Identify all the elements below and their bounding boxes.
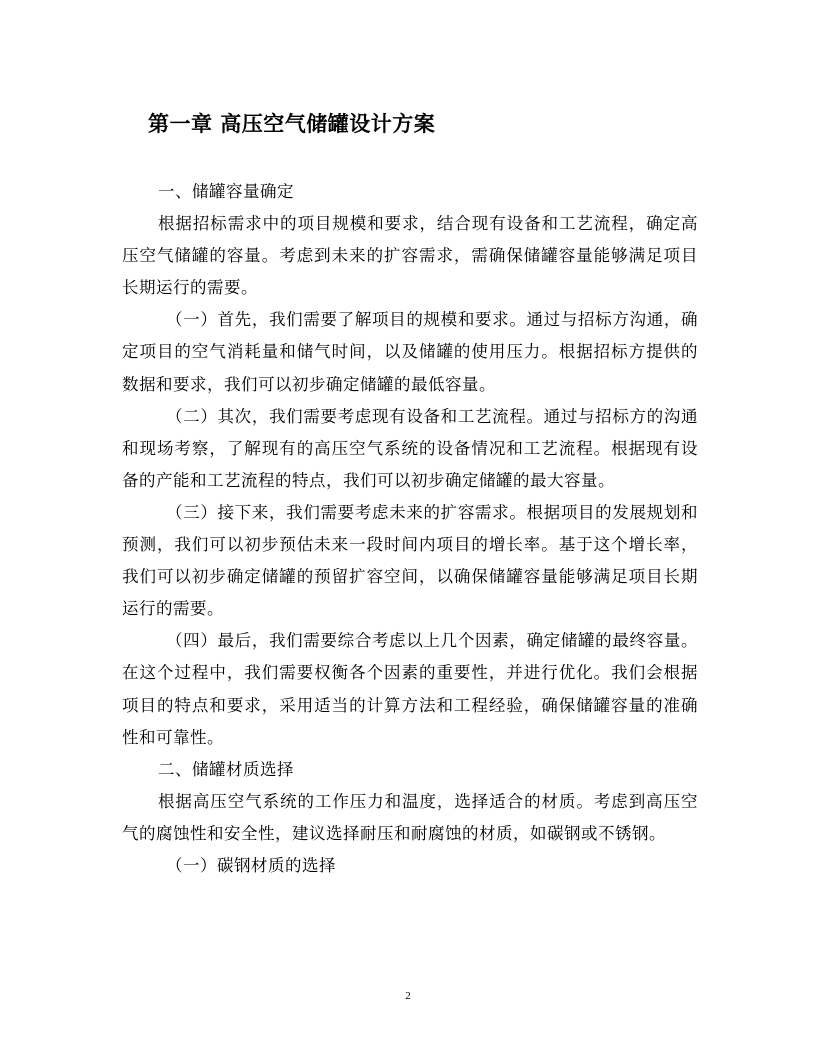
section-heading-material: 二、储罐材质选择 (158, 759, 294, 779)
page-number: 2 (405, 990, 411, 1002)
chapter-title: 第一章 高压空气储罐设计方案 (148, 112, 436, 136)
document-body (122, 176, 698, 882)
paragraph-capacity-step-2: （二）其次，我们需要考虑现有设备和工艺流程。通过与招标方的沟通和现场考察，了解现有的高压空气系统的设备情况和工艺流程。根据现有设备的产能和工艺流程的特点，我们可以初步确定储罐的最大容量。 (122, 406, 698, 490)
subsection-heading-carbon-steel: （一）碳钢材质的选择 (166, 855, 336, 875)
paragraph-capacity-step-1: （一）首先，我们需要了解项目的规模和要求。通过与招标方沟通，确定项目的空气消耗量和储气时间，以及储罐的使用压力。根据招标方提供的数据和要求，我们可以初步确定储罐的最低容量。 (122, 310, 698, 394)
paragraph-capacity-step-3: （三）接下来，我们需要考虑未来的扩容需求。根据项目的发展规划和预测，我们可以初步预估未来一段时间内项目的增长率。基于这个增长率，我们可以初步确定储罐的预留扩容空间，以确保储罐容量能够满足项目长期运行的需要。 (122, 502, 698, 619)
section-heading-capacity: 一、储罐容量确定 (158, 182, 294, 201)
paragraph-material-intro: 根据高压空气系统的工作压力和温度，选择适合的材质。考虑到高压空气的腐蚀性和安全性，建议选择耐压和耐腐蚀的材质，如碳钢或不锈钢。 (122, 791, 698, 843)
paragraph-capacity-step-4: （四）最后，我们需要综合考虑以上几个因素，确定储罐的最终容量。在这个过程中，我们需要权衡各个因素的重要性，并进行优化。我们会根据项目的特点和要求，采用适当的计算方法和工程经验，确保储罐容量的准确性和可靠性。 (122, 631, 698, 747)
paragraph-capacity-intro: 根据招标需求中的项目规模和要求，结合现有设备和工艺流程，确定高压空气储罐的容量。考虑到未来的扩容需求，需确保储罐容量能够满足项目长期运行的需要。 (122, 214, 698, 298)
